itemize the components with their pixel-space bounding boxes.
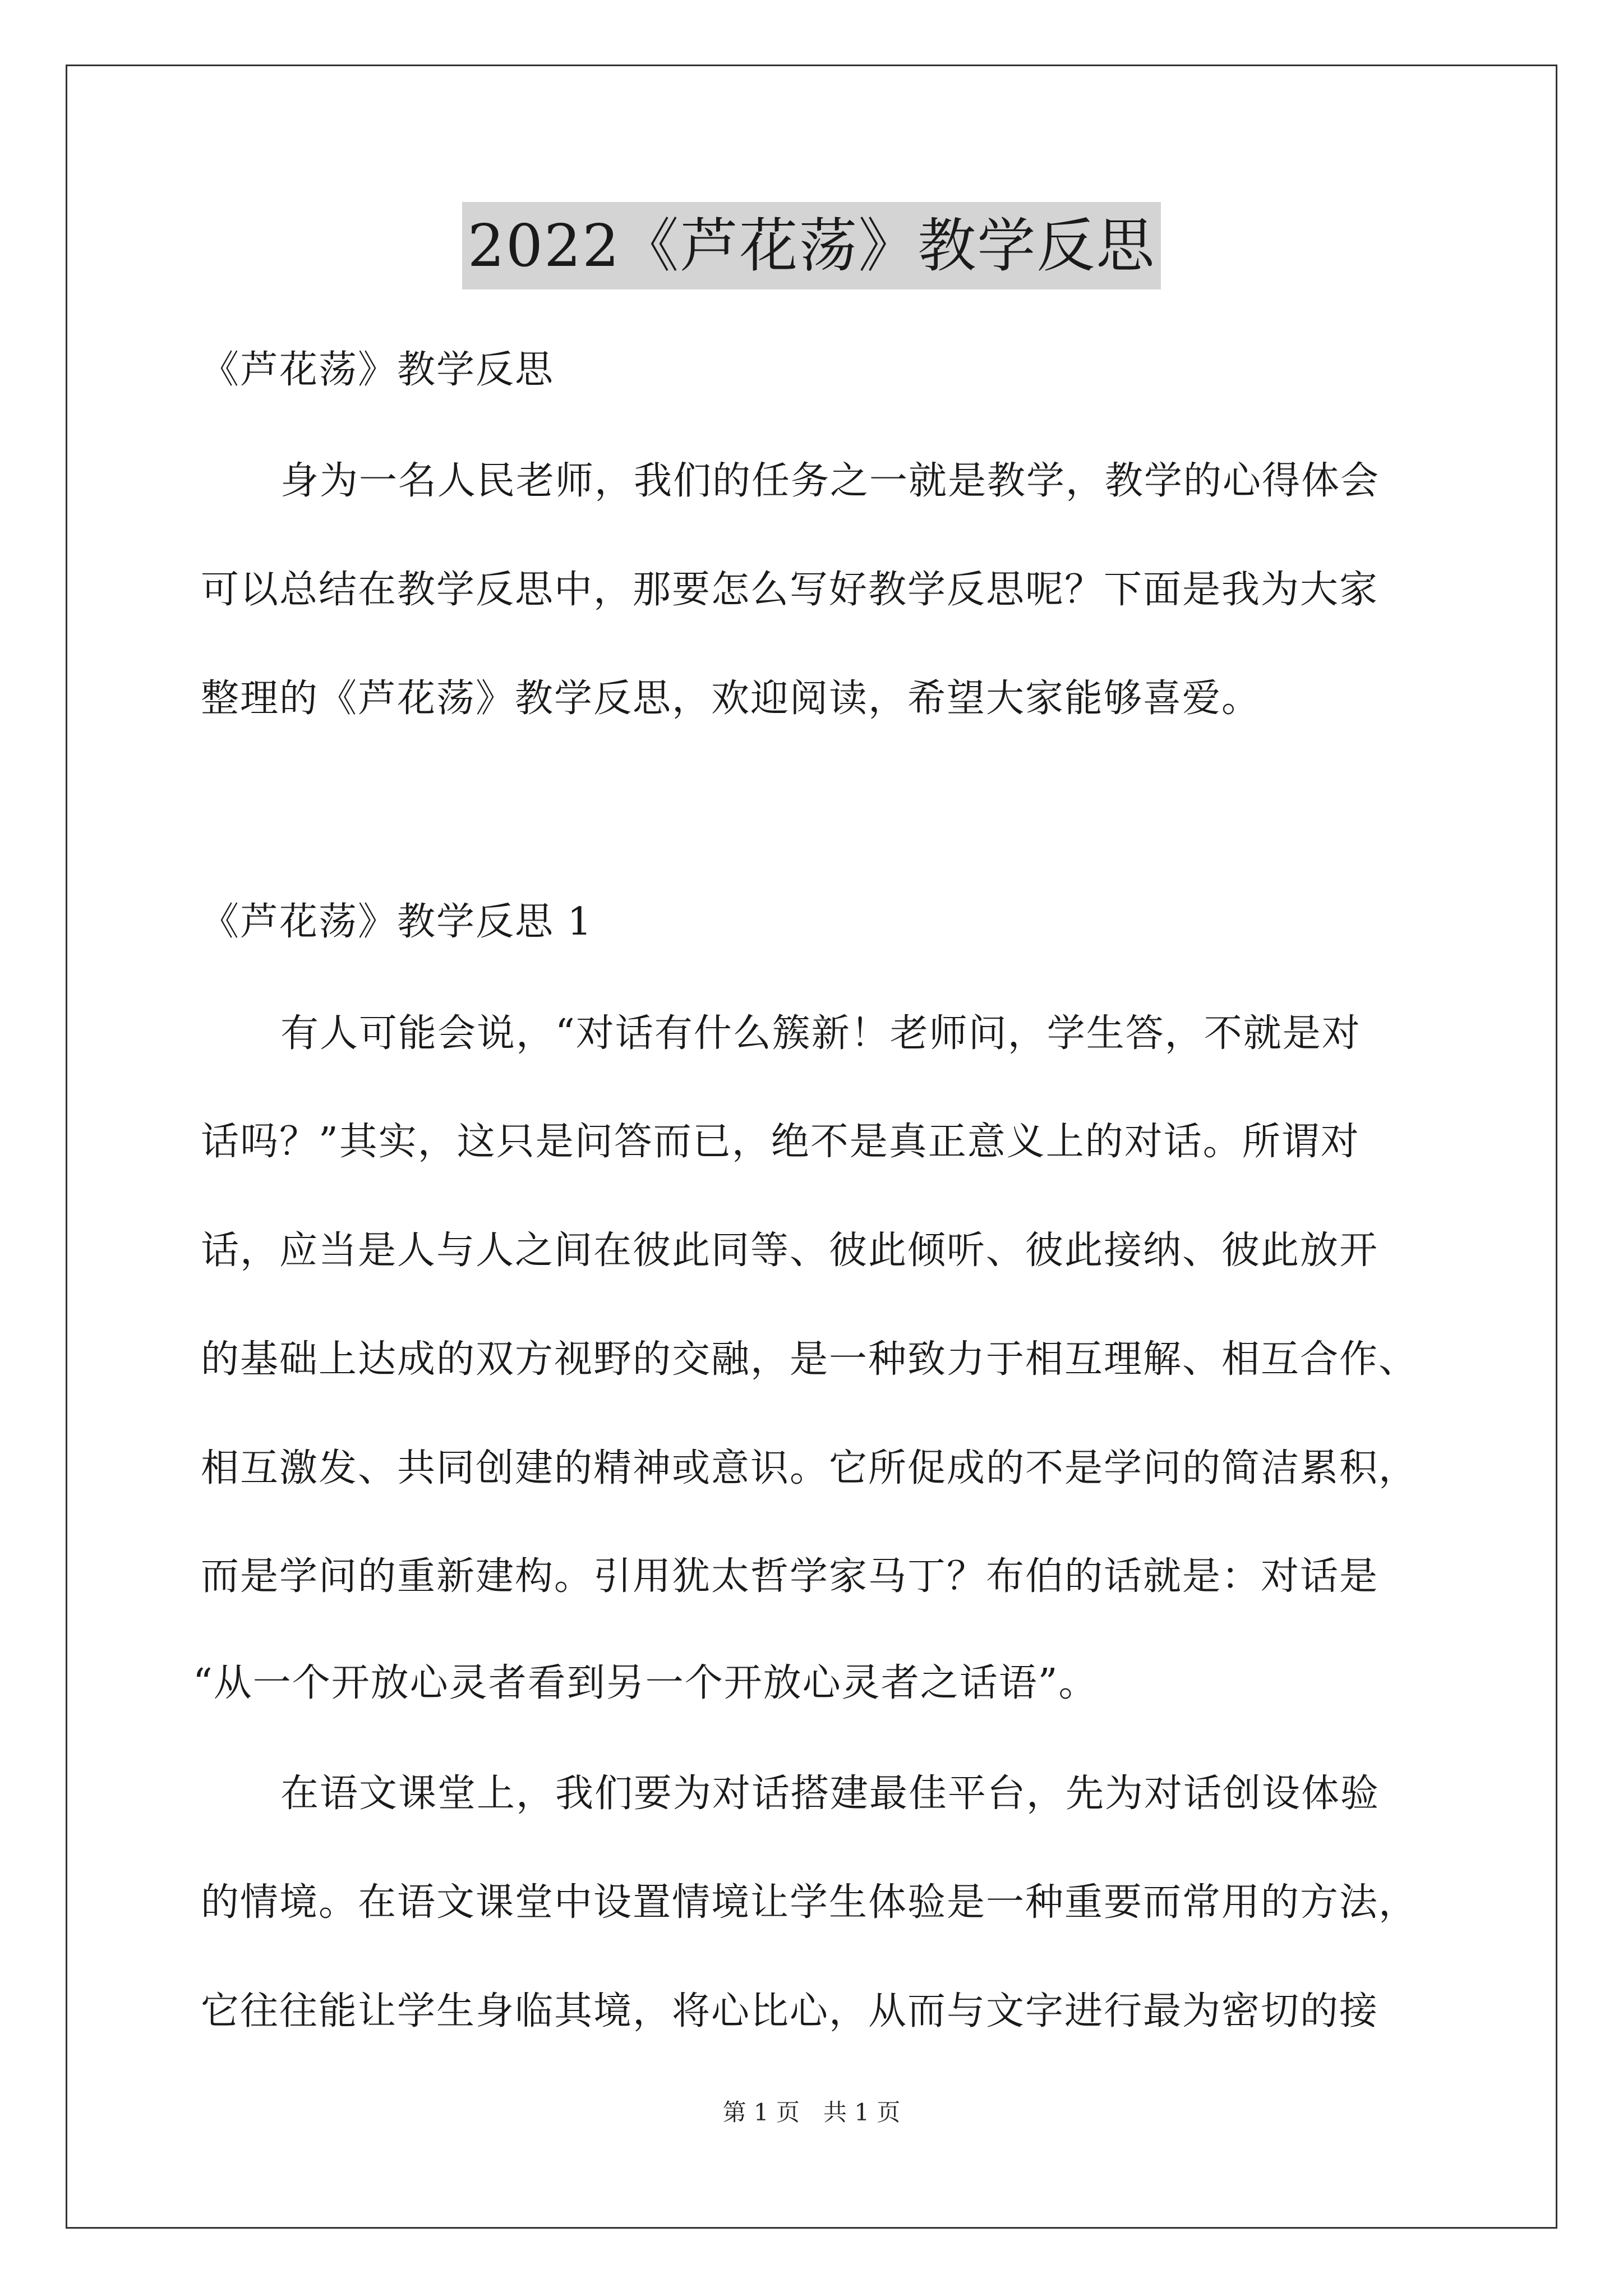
intro-line: 身为一名人民老师，我们的任务之一就是教学，教学的心得体会	[280, 459, 1380, 503]
paragraph-line: “从一个开放心灵者看到另一个开放心灵者之话语”。	[193, 1661, 1098, 1705]
paragraph-line: 的基础上达成的双方视野的交融，是一种致力于相互理解、相互合作、	[201, 1337, 1418, 1382]
document-title: 2022《芦花荡》教学反思	[462, 202, 1161, 289]
paragraph-line: 有人可能会说，“对话有什么簇新！老师问，学生答，不就是对	[280, 1011, 1361, 1056]
paragraph-line: 话，应当是人与人之间在彼此同等、彼此倾听、彼此接纳、彼此放开	[201, 1228, 1379, 1273]
section-heading: 《芦花荡》教学反思 1	[201, 900, 593, 944]
paragraph-line: 的情境。在语文课堂中设置情境让学生体验是一种重要而常用的方法，	[201, 1880, 1418, 1925]
paragraph-line: 它往往能让学生身临其境，将心比心，从而与文字进行最为密切的接	[201, 1989, 1379, 2033]
document-subtitle: 《芦花荡》教学反思	[201, 348, 555, 392]
intro-line: 可以总结在教学反思中，那要怎么写好教学反思呢？下面是我为大家	[201, 568, 1379, 612]
page-number: 第 1 页 共 1 页	[722, 2099, 901, 2126]
paragraph-line: 相互激发、共同创建的精神或意识。它所促成的不是学问的简洁累积，	[201, 1446, 1418, 1490]
intro-line: 整理的《芦花荡》教学反思，欢迎阅读，希望大家能够喜爱。	[201, 677, 1261, 721]
page-footer	[0, 2096, 1623, 2129]
paragraph-line: 在语文课堂上，我们要为对话搭建最佳平台，先为对话创设体验	[280, 1772, 1380, 1816]
paragraph-line: 而是学问的重新建构。引用犹太哲学家马丁？布伯的话就是：对话是	[201, 1554, 1379, 1599]
title-container	[0, 202, 1623, 289]
paragraph-line: 话吗？”其实，这只是问答而已，绝不是真正意义上的对话。所谓对	[201, 1120, 1360, 1164]
